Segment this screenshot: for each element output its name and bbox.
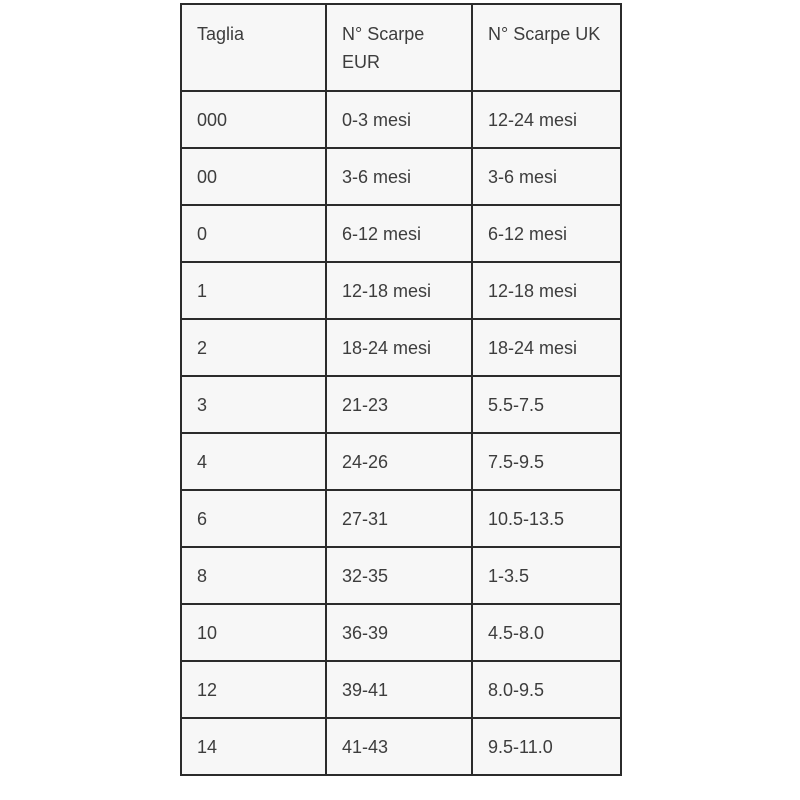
table-row [181,376,621,433]
table-cell: 14 [181,718,326,775]
table-cell: 3-6 mesi [472,148,621,205]
table-cell: 10.5-13.5 [472,490,621,547]
table-row [181,661,621,718]
table-cell: 12-18 mesi [472,262,621,319]
header-row [181,4,621,91]
column-header-taglia: Taglia [181,4,326,91]
table-cell: 12 [181,661,326,718]
table-cell: 18-24 mesi [472,319,621,376]
table-cell: 3 [181,376,326,433]
size-conversion-table [180,3,622,776]
table-cell: 7.5-9.5 [472,433,621,490]
table-cell: 36-39 [326,604,472,661]
table-cell: 24-26 [326,433,472,490]
table-cell: 12-18 mesi [326,262,472,319]
table-cell: 39-41 [326,661,472,718]
table-cell: 12-24 mesi [472,91,621,148]
table-cell: 6-12 mesi [326,205,472,262]
table-row [181,604,621,661]
table-cell: 8.0-9.5 [472,661,621,718]
table-cell: 4 [181,433,326,490]
table-cell: 4.5-8.0 [472,604,621,661]
table-cell: 32-35 [326,547,472,604]
table-row [181,262,621,319]
table-cell: 6 [181,490,326,547]
table-cell: 0-3 mesi [326,91,472,148]
column-header-scarpe-eur: N° Scarpe EUR [326,4,472,91]
table-cell: 18-24 mesi [326,319,472,376]
table-cell: 0 [181,205,326,262]
table-cell: 27-31 [326,490,472,547]
table-cell: 000 [181,91,326,148]
table-cell: 2 [181,319,326,376]
table-row [181,205,621,262]
table-row [181,547,621,604]
table-cell: 9.5-11.0 [472,718,621,775]
table-cell: 00 [181,148,326,205]
table-row [181,490,621,547]
table-cell: 41-43 [326,718,472,775]
table-row [181,718,621,775]
table-cell: 10 [181,604,326,661]
table-cell: 21-23 [326,376,472,433]
table-row [181,433,621,490]
table-row [181,148,621,205]
table-cell: 5.5-7.5 [472,376,621,433]
table-row [181,91,621,148]
table-row [181,319,621,376]
table-cell: 1 [181,262,326,319]
table-cell: 1-3.5 [472,547,621,604]
table-cell: 3-6 mesi [326,148,472,205]
table-cell: 6-12 mesi [472,205,621,262]
table-cell: 8 [181,547,326,604]
column-header-scarpe-uk: N° Scarpe UK [472,4,621,91]
table-body [181,91,621,775]
